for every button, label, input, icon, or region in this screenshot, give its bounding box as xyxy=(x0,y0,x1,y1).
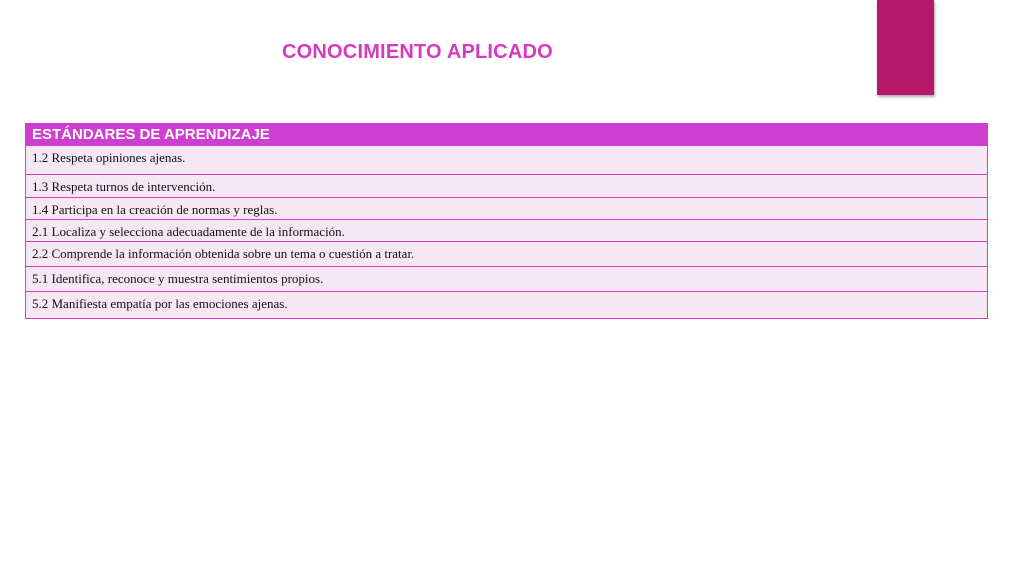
table-row xyxy=(26,292,988,319)
accent-tab xyxy=(877,0,934,95)
table-cell: 5.1 Identifica, reconoce y muestra sentimientos propios. xyxy=(26,267,988,292)
table-cell: 1.3 Respeta turnos de intervención. xyxy=(26,175,988,198)
slide-title: CONOCIMIENTO APLICADO xyxy=(282,41,553,63)
table-row xyxy=(26,146,988,175)
table-cell: 2.1 Localiza y selecciona adecuadamente de la información. xyxy=(26,220,988,242)
standards-table xyxy=(25,123,988,319)
table-header: ESTÁNDARES DE APRENDIZAJE xyxy=(26,124,988,146)
table-row xyxy=(26,220,988,242)
table-cell: 2.2 Comprende la información obtenida sobre un tema o cuestión a tratar. xyxy=(26,242,988,267)
table-cell: 5.2 Manifiesta empatía por las emociones ajenas. xyxy=(26,292,988,319)
table-row xyxy=(26,175,988,198)
table-header-row xyxy=(26,124,988,146)
table-row xyxy=(26,198,988,220)
table-row xyxy=(26,267,988,292)
table-cell: 1.4 Participa en la creación de normas y reglas. xyxy=(26,198,988,220)
table-cell: 1.2 Respeta opiniones ajenas. xyxy=(26,146,988,175)
table-row xyxy=(26,242,988,267)
